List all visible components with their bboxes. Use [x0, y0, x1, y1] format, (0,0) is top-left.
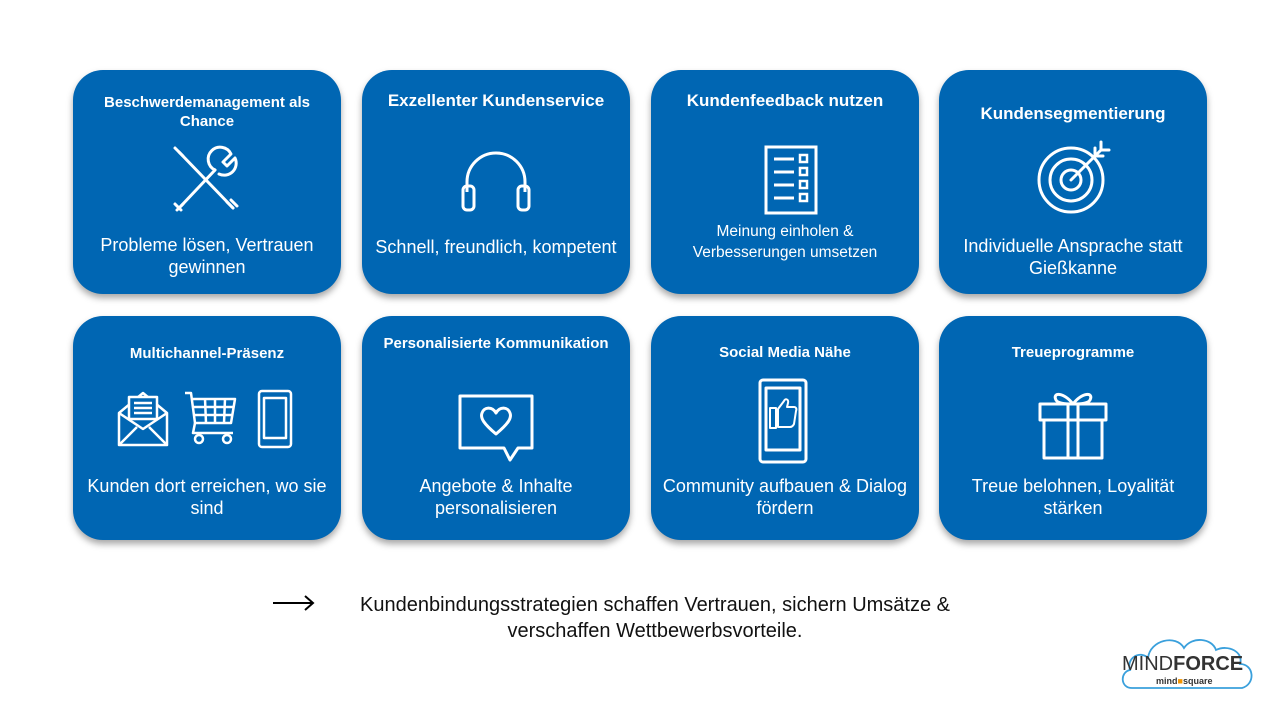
card-personalisierte-kommunikation — [362, 316, 630, 540]
logo-text: MINDFORCE — [1122, 653, 1244, 675]
logo-subtext: mind■square — [1156, 676, 1213, 686]
card-title: Treueprogramme — [1011, 344, 1135, 361]
card-title: Kundensegmentierung — [980, 104, 1166, 123]
checklist-icon — [764, 145, 818, 215]
mail-cart-phone-icon — [117, 389, 293, 449]
card-desc: Angebote & Inhalte personalisieren — [419, 476, 573, 518]
card-title: Multichannel-Präsenz — [129, 345, 285, 362]
arrow-right-icon — [272, 592, 316, 614]
gift-icon — [1038, 386, 1108, 460]
card-beschwerdemanagement — [73, 70, 341, 294]
card-desc: Schnell, freundlich, kompetent — [375, 237, 617, 257]
headphones-icon — [461, 148, 531, 212]
card-kundensegmentierung — [939, 70, 1207, 294]
card-desc: Kunden dort erreichen, wo sie sind — [87, 476, 327, 518]
card-desc: Probleme lösen, Vertrauen gewinnen — [100, 235, 314, 277]
target-icon — [1035, 140, 1113, 216]
card-title: Beschwerdemanagement als Chance — [104, 94, 310, 130]
card-social-media — [651, 316, 919, 540]
chat-heart-icon — [458, 394, 534, 464]
card-desc: Meinung einholen & Verbesserungen umsetzen — [692, 223, 878, 261]
card-title: Exzellenter Kundenservice — [387, 91, 605, 110]
mindforce-logo — [1118, 630, 1256, 696]
card-multichannel — [73, 316, 341, 540]
card-kundenservice — [362, 70, 630, 294]
card-title: Social Media Nähe — [719, 344, 851, 361]
card-kundenfeedback — [651, 70, 919, 294]
card-title: Kundenfeedback nutzen — [686, 91, 884, 110]
phone-like-icon — [758, 378, 808, 464]
tools-icon — [173, 144, 241, 214]
card-desc: Community aufbauen & Dialog fördern — [662, 476, 908, 518]
card-desc: Treue belohnen, Loyalität stärken — [971, 476, 1175, 518]
card-desc: Individuelle Ansprache statt Gießkanne — [963, 236, 1183, 278]
card-title: Personalisierte Kommunikation — [383, 335, 609, 352]
card-treueprogramme — [939, 316, 1207, 540]
summary-text: Kundenbindungsstrategien schaffen Vertrauen, sichern Umsätze & verschaffen Wettbewerbsvorteile. — [360, 594, 950, 642]
